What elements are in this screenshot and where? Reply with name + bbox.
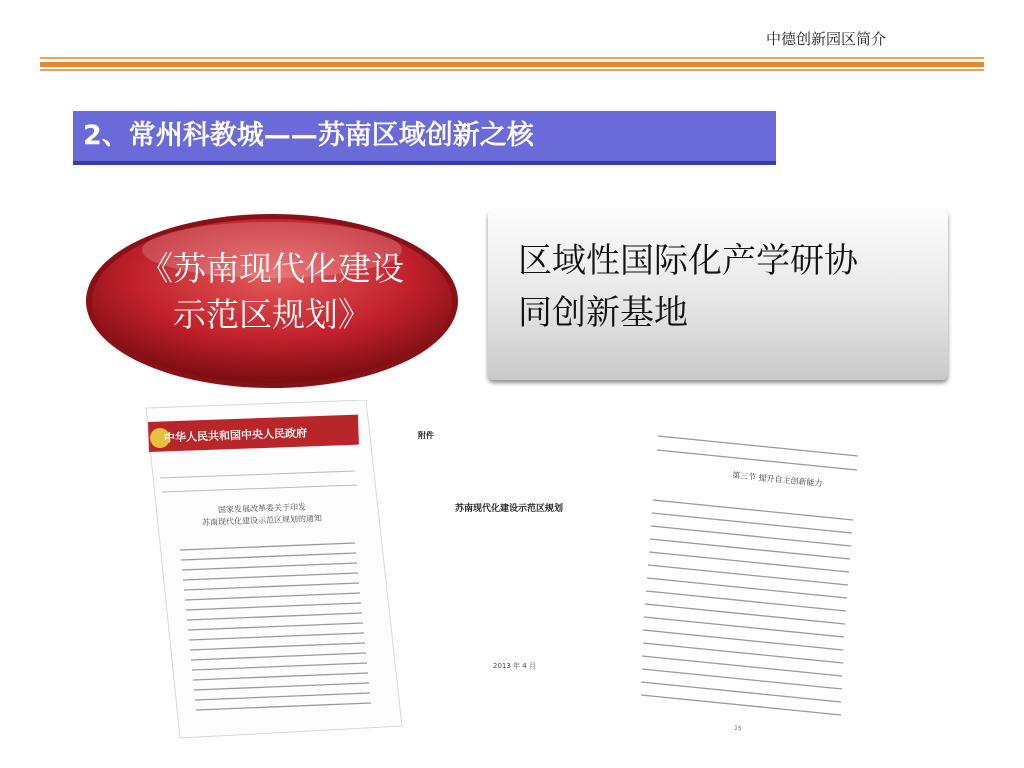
panel-line1: 区域性国际化产学研协: [518, 241, 858, 281]
info-panel: [488, 209, 948, 380]
document-right-page: [640, 420, 880, 745]
header-rule-main: [40, 62, 984, 67]
document-left-title-line2: 苏南现代化建设示范区规划的通知: [201, 513, 323, 528]
document-left: [140, 400, 405, 740]
panel-line2: 同创新基地: [518, 293, 688, 333]
section-title: 2、常州科教城——苏南区域创新之核: [73, 111, 776, 161]
document-right-heading: 第三节 提升自主创新能力: [731, 470, 823, 489]
document-middle-tag: 附件: [418, 431, 434, 440]
document-left-banner: 中华人民共和国中央人民政府: [163, 426, 308, 445]
document-left-page: [140, 400, 405, 740]
document-middle-date: 2013 年 4 月: [493, 662, 536, 670]
document-middle: [405, 425, 615, 730]
document-left-title-line1: 国家发展改革委关于印发: [217, 502, 307, 515]
highlight-ellipse: [82, 210, 462, 392]
ellipse-text: [82, 246, 462, 338]
header-title: 中德创新园区简介: [765, 30, 886, 48]
document-right-page-number: 15: [733, 724, 742, 733]
header-rule-bottom: [40, 69, 984, 71]
document-middle-page: [405, 425, 615, 730]
document-right: [640, 420, 880, 745]
header-rule-top: [40, 57, 984, 59]
highlight-line1: 《苏南现代化建设: [140, 249, 404, 288]
highlight-line2: 示范区规划》: [173, 295, 371, 334]
section-title-underline: [73, 161, 776, 165]
document-middle-title: 苏南现代化建设示范区规划: [455, 504, 564, 514]
